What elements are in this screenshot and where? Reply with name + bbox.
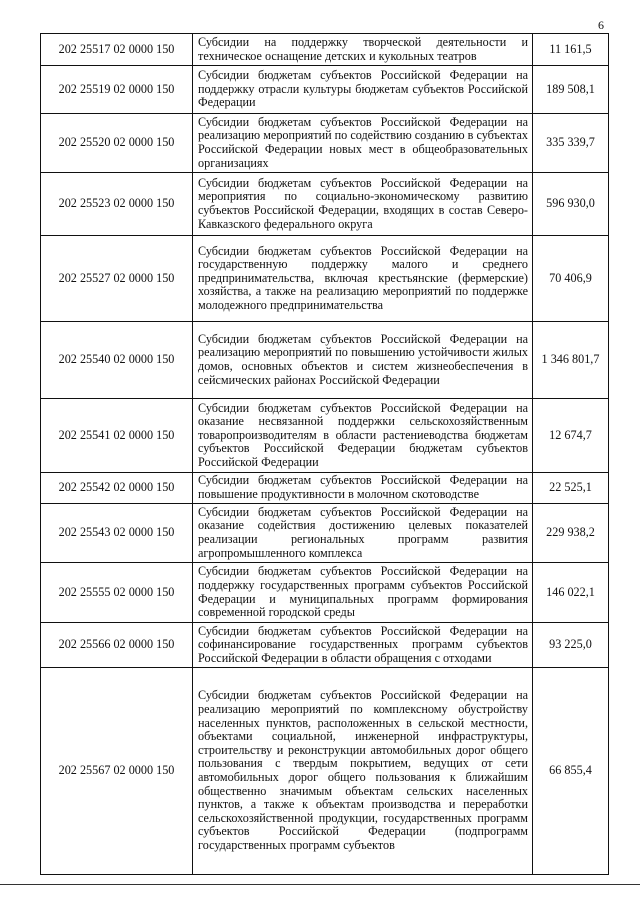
amount: 335 339,7: [533, 114, 609, 173]
subsidy-description: Субсидии бюджетам субъектов Российской Федерации на государственную поддержку малого и среднего предпринимательства, включая крестьянские (фермерские) хозяйства, а также на реализацию мероприятий по поддержке молодежного предпринимательства: [193, 236, 533, 322]
amount: 189 508,1: [533, 66, 609, 114]
table-row: [41, 236, 609, 322]
amount: 229 938,2: [533, 504, 609, 563]
amount: 12 674,7: [533, 399, 609, 473]
subsidy-description: Субсидии бюджетам субъектов Российской Федерации на софинансирование государственных программ субъектов Российской Федерации в области обращения с отходами: [193, 623, 533, 668]
table-row: [41, 173, 609, 236]
table-row: [41, 66, 609, 114]
budget-code: 202 25523 02 0000 150: [41, 173, 193, 236]
budget-code: 202 25519 02 0000 150: [41, 66, 193, 114]
table-row: [41, 473, 609, 504]
table-row: [41, 114, 609, 173]
bottom-rule: [0, 884, 640, 885]
table-row: [41, 668, 609, 875]
subsidy-description: Субсидии бюджетам субъектов Российской Федерации на реализацию мероприятий по содействию созданию в субъектах Российской Федерации новых мест в общеобразовательных организациях: [193, 114, 533, 173]
subsidy-description: Субсидии бюджетам субъектов Российской Федерации на поддержку государственных программ субъектов Российской Федерации и муниципальных программ формирования современной городской среды: [193, 563, 533, 623]
amount: 146 022,1: [533, 563, 609, 623]
budget-code: 202 25527 02 0000 150: [41, 236, 193, 322]
subsidy-description: Субсидии на поддержку творческой деятельности и техническое оснащение детских и кукольных театров: [193, 34, 533, 66]
budget-code: 202 25555 02 0000 150: [41, 563, 193, 623]
budget-code: 202 25543 02 0000 150: [41, 504, 193, 563]
budget-revenue-table: [40, 33, 609, 875]
subsidy-description: Субсидии бюджетам субъектов Российской Федерации на мероприятия по социально-экономическому развитию субъектов Российской Федерации, входящих в состав Северо-Кавказского федерального округа: [193, 173, 533, 236]
amount: 11 161,5: [533, 34, 609, 66]
table-row: [41, 623, 609, 668]
page-number: 6: [598, 18, 604, 32]
budget-code: 202 25517 02 0000 150: [41, 34, 193, 66]
subsidy-description: Субсидии бюджетам субъектов Российской Федерации на реализацию мероприятий по комплексному обустройству населенных пунктов, расположенных в сельской местности, объектами социальной, инженерной инфраструктуры, строительству и реконструкции автомобильных дорог общего пользования с твердым покрытием, ведущих от сети автомобильных дорог общего пользования к ближайшим общественно значимым объектам сельских населенных пунктов, а также к объектам производства и переработки сельскохозяйственной продукции, государственных программ субъектов Российской Федерации (подпрограмм государственных программ субъектов: [193, 668, 533, 875]
subsidy-description: Субсидии бюджетам субъектов Российской Федерации на оказание содействия достижению целевых показателей реализации региональных программ развития агропромышленного комплекса: [193, 504, 533, 563]
budget-code: 202 25567 02 0000 150: [41, 668, 193, 875]
amount: 1 346 801,7: [533, 322, 609, 399]
budget-code: 202 25542 02 0000 150: [41, 473, 193, 504]
budget-code: 202 25520 02 0000 150: [41, 114, 193, 173]
subsidy-description: Субсидии бюджетам субъектов Российской Федерации на оказание несвязанной поддержки сельскохозяйственным товаропроизводителям в области растениеводства бюджетам субъектов Российской Федерации бюджетам субъектов Российской Федерации: [193, 399, 533, 473]
amount: 93 225,0: [533, 623, 609, 668]
table-row: [41, 504, 609, 563]
subsidy-description: Субсидии бюджетам субъектов Российской Федерации на реализацию мероприятий по повышению устойчивости жилых домов, основных объектов и систем жизнеобеспечения в сейсмических районах Российской Федерации: [193, 322, 533, 399]
amount: 70 406,9: [533, 236, 609, 322]
budget-code: 202 25541 02 0000 150: [41, 399, 193, 473]
amount: 66 855,4: [533, 668, 609, 875]
budget-code: 202 25540 02 0000 150: [41, 322, 193, 399]
table-row: [41, 563, 609, 623]
table-row: [41, 322, 609, 399]
amount: 596 930,0: [533, 173, 609, 236]
amount: 22 525,1: [533, 473, 609, 504]
budget-code: 202 25566 02 0000 150: [41, 623, 193, 668]
subsidy-description: Субсидии бюджетам субъектов Российской Федерации на поддержку отрасли культуры бюджетам субъектов Российской Федерации: [193, 66, 533, 114]
table-row: [41, 399, 609, 473]
subsidy-description: Субсидии бюджетам субъектов Российской Федерации на повышение продуктивности в молочном скотоводстве: [193, 473, 533, 504]
table-row: [41, 34, 609, 66]
